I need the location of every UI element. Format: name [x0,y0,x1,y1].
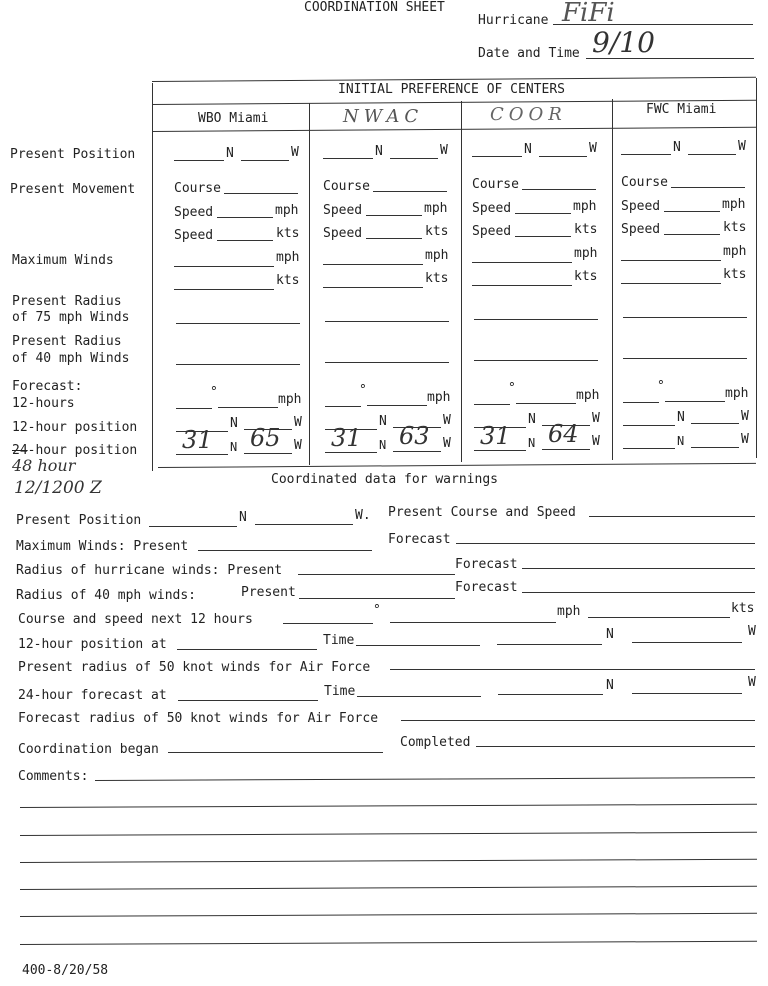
col2-pos24-n: N [379,438,387,452]
col4-pos12-w: W [741,409,749,424]
w-present-course-speed-label: Present Course and Speed [388,505,576,520]
col3-speed-mph-label: Speed [472,201,512,216]
col4-pos24-w: W [741,432,749,447]
warnings-title: Coordinated data for warnings [271,472,498,487]
col3-maxwind-mph-line[interactable] [472,262,572,263]
w-completed-label: Completed [400,735,471,750]
col2-speed-kts-unit: kts [425,224,449,239]
col3-pos12-n: N [528,412,536,427]
col2-fc-degree: ° [359,383,367,398]
col1-maxwind-kts-unit: kts [276,273,300,288]
col3-pos-w: W [589,141,597,156]
col1-pos24-n-line[interactable] [176,454,228,455]
col4-speed-kts-line[interactable] [664,234,720,235]
datetime-value[interactable]: 9/10 [592,26,655,59]
col2-pos12-w: W [443,413,451,428]
row-label-24-rest: -hour position [27,443,138,458]
col3-speed-mph-line[interactable] [515,213,571,214]
col4-pos-w: W [738,139,746,154]
col2-course-line[interactable] [373,191,447,192]
w-radius-hurricane-forecast-label: Forecast [455,557,518,572]
col2-radius75-line[interactable] [325,321,449,322]
datetime-label: Date and Time [478,46,580,61]
w-forecast24-label: 24-hour forecast at [18,688,167,703]
col4-maxwind-mph-line[interactable] [621,260,721,261]
col4-pos12-n-line[interactable] [623,425,675,426]
col2-speed-kts-label: Speed [323,226,363,241]
col4-fc-speed-line[interactable] [665,401,725,402]
col4-radius75-line[interactable] [623,317,747,318]
col4-maxwind-kts-unit: kts [723,267,747,282]
col2-course-label: Course [323,179,370,194]
col1-speed-kts-line[interactable] [217,240,273,241]
col4-maxwind-mph-unit: mph [723,244,747,259]
col3-maxwind-kts-line[interactable] [472,285,572,286]
col2-pos24-n-value: 31 [331,424,362,452]
col1-fc-course-line[interactable] [176,408,212,409]
row-label-forecast-line1: Forecast: [12,379,83,394]
w-forecast24-w: W [748,675,756,690]
col4-speed-mph-unit: mph [722,197,746,212]
struck-24: 24 [12,443,28,458]
col1-speed-kts-unit: kts [276,226,300,241]
col1-radius40-line[interactable] [176,364,300,365]
col4-pos12-n: N [677,410,685,425]
col4-pos12-w-line[interactable] [691,423,739,424]
col3-radius75-line[interactable] [474,319,598,320]
col2-maxwind-mph-line[interactable] [323,264,423,265]
w-max-winds-forecast-label: Forecast [388,532,451,547]
form-number: 400-8/20/58 [22,963,109,978]
col4-radius40-line[interactable] [623,358,747,359]
col3-maxwind-mph-unit: mph [574,246,598,261]
w-radius50-forecast-label: Forecast radius of 50 knot winds for Air Force [18,711,379,726]
col1-pos12-n: N [230,416,238,431]
w-course-speed-12-label: Course and speed next 12 hours [18,612,253,627]
row-label-radius75-line1: Present Radius [12,294,122,309]
col4-pos24-n-line[interactable] [623,448,675,449]
col2-pos-n: N [375,144,383,159]
col1-speed-mph-label: Speed [174,205,214,220]
w-radius-40-forecast-label: Forecast [455,580,518,595]
col1-speed-kts-label: Speed [174,228,214,243]
col3-course-label: Course [472,177,519,192]
col1-speed-mph-unit: mph [275,203,299,218]
table-title: INITIAL PREFERENCE OF CENTERS [338,82,565,97]
w-pos12-w: W [748,624,756,639]
col1-pos24-w-line[interactable] [244,453,292,454]
w-present-position-n: N [239,510,247,525]
col1-pos-n-line[interactable] [174,160,224,161]
col3-pos-n-line[interactable] [472,156,522,157]
col3-maxwind-kts-unit: kts [574,269,598,284]
w-pos12-n: N [606,627,614,642]
hurricane-label: Hurricane [478,13,549,28]
col1-pos-w: W [291,145,299,160]
col4-course-line[interactable] [671,187,745,188]
col2-pos-w: W [440,143,448,158]
col2-pos-n-line[interactable] [323,158,373,159]
col1-pos24-w-value: 65 [250,424,281,452]
center-header-wbo-miami: WBO Miami [198,111,269,126]
center-header-nwac: NWAC [343,106,424,127]
col1-fc-speed-line[interactable] [218,407,278,408]
col1-fc-mph: mph [278,392,302,407]
col4-pos24-w-line[interactable] [691,447,739,448]
col3-pos24-w: W [592,434,600,449]
col1-maxwind-mph-unit: mph [276,250,300,265]
col2-maxwind-kts-line[interactable] [323,287,423,288]
col2-fc-speed-line[interactable] [367,405,427,406]
col4-pos24-n: N [677,434,685,448]
col3-pos-w-line[interactable] [539,156,587,157]
col4-speed-mph-line[interactable] [664,211,720,212]
row-label-present-position: Present Position [10,147,136,162]
col4-maxwind-kts-line[interactable] [621,283,721,284]
col2-pos24-w: W [443,436,451,451]
handwritten-48-hour-note: 48 hour [12,456,76,475]
col2-pos-w-line[interactable] [390,158,438,159]
col3-speed-kts-line[interactable] [515,236,571,237]
col1-radius75-line[interactable] [176,323,300,324]
col3-pos24-w-line[interactable] [542,449,590,450]
w-course-mph: mph [557,604,581,619]
col3-fc-course-line[interactable] [474,404,510,405]
col4-pos-w-line[interactable] [688,154,736,155]
col1-maxwind-kts-line[interactable] [174,289,274,290]
row-label-forecast-line2: 12-hours [12,396,75,411]
col3-radius40-line[interactable] [474,360,598,361]
w-pos12-label: 12-hour position at [18,637,167,652]
center-header-coor: COOR [490,104,567,125]
w-radius-40-present-label: Present [241,585,296,600]
col1-fc-degree: ° [210,385,218,400]
col2-speed-mph-unit: mph [424,201,448,216]
col3-speed-kts-unit: kts [574,222,598,237]
hurricane-value[interactable]: FiFi [562,0,615,28]
w-pos12-time-label: Time [323,633,355,648]
col3-pos24-n: N [528,436,536,450]
col1-speed-mph-line[interactable] [217,217,273,218]
col2-speed-kts-line[interactable] [366,238,422,239]
col4-speed-kts-label: Speed [621,222,661,237]
col2-radius40-line[interactable] [325,362,449,363]
col3-pos12-w: W [592,411,600,426]
col4-course-label: Course [621,175,668,190]
col4-fc-course-line[interactable] [623,402,659,403]
col2-fc-mph: mph [427,390,451,405]
col4-fc-mph: mph [725,386,749,401]
col1-pos12-w: W [294,415,302,430]
w-radius-40-label: Radius of 40 mph winds: [16,588,197,603]
col1-maxwind-mph-line[interactable] [174,266,274,267]
w-course-degree: ° [373,603,381,618]
col4-pos-n: N [673,140,681,155]
col3-fc-speed-line[interactable] [516,403,576,404]
w-forecast24-n: N [606,678,614,693]
col2-pos12-n: N [379,414,387,429]
col3-fc-mph: mph [576,388,600,403]
col2-maxwind-kts-unit: kts [425,271,449,286]
col3-pos-n: N [524,142,532,157]
w-course-kts: kts [731,601,755,616]
w-max-winds-label: Maximum Winds: Present [16,539,189,554]
col3-fc-degree: ° [508,381,516,396]
col2-pos24-w-line[interactable] [393,451,441,452]
row-label-12-hour-position: 12-hour position [12,420,138,435]
center-header-fwc-miami: FWC Miami [646,102,717,117]
w-coord-began-label: Coordination began [18,742,159,757]
col4-pos-n-line[interactable] [621,154,671,155]
col1-pos24-w: W [294,438,302,453]
col3-pos24-n-line[interactable] [474,450,526,451]
row-label-present-movement: Present Movement [10,182,136,197]
col2-pos24-n-line[interactable] [325,452,377,453]
col1-pos24-n: N [230,440,238,454]
col1-course-line[interactable] [224,193,298,194]
col3-course-line[interactable] [522,189,596,190]
document-title: COORDINATION SHEET [304,0,445,15]
row-label-radius40-line1: Present Radius [12,334,122,349]
row-label-maximum-winds: Maximum Winds [12,253,114,268]
col1-course-label: Course [174,181,221,196]
col4-speed-kts-unit: kts [723,220,747,235]
col1-pos24-n-value: 31 [182,426,213,454]
col4-speed-mph-label: Speed [621,199,661,214]
col2-speed-mph-label: Speed [323,203,363,218]
w-radius50-present-label: Present radius of 50 knot winds for Air Force [18,660,371,675]
col3-pos24-n-value: 31 [480,422,511,450]
w-radius-hurricane-label: Radius of hurricane winds: Present [16,563,283,578]
col3-pos24-w-value: 64 [548,420,579,448]
col3-speed-mph-unit: mph [573,199,597,214]
col2-pos24-w-value: 63 [399,422,430,450]
col2-fc-course-line[interactable] [325,406,361,407]
w-present-position-w: W. [355,508,371,523]
col4-fc-degree: ° [657,379,665,394]
w-forecast24-time-label: Time [324,684,356,699]
col1-pos-n: N [226,146,234,161]
handwritten-timestamp-note: 12/1200 Z [14,478,102,498]
col2-maxwind-mph-unit: mph [425,248,449,263]
row-label-radius40-line2: of 40 mph Winds [12,351,130,366]
col2-speed-mph-line[interactable] [366,215,422,216]
row-label-radius75-line2: of 75 mph Winds [12,310,130,325]
w-comments-label: Comments: [18,769,89,784]
col1-pos-w-line[interactable] [241,160,289,161]
w-present-position-label: Present Position [16,513,142,528]
col3-speed-kts-label: Speed [472,224,512,239]
